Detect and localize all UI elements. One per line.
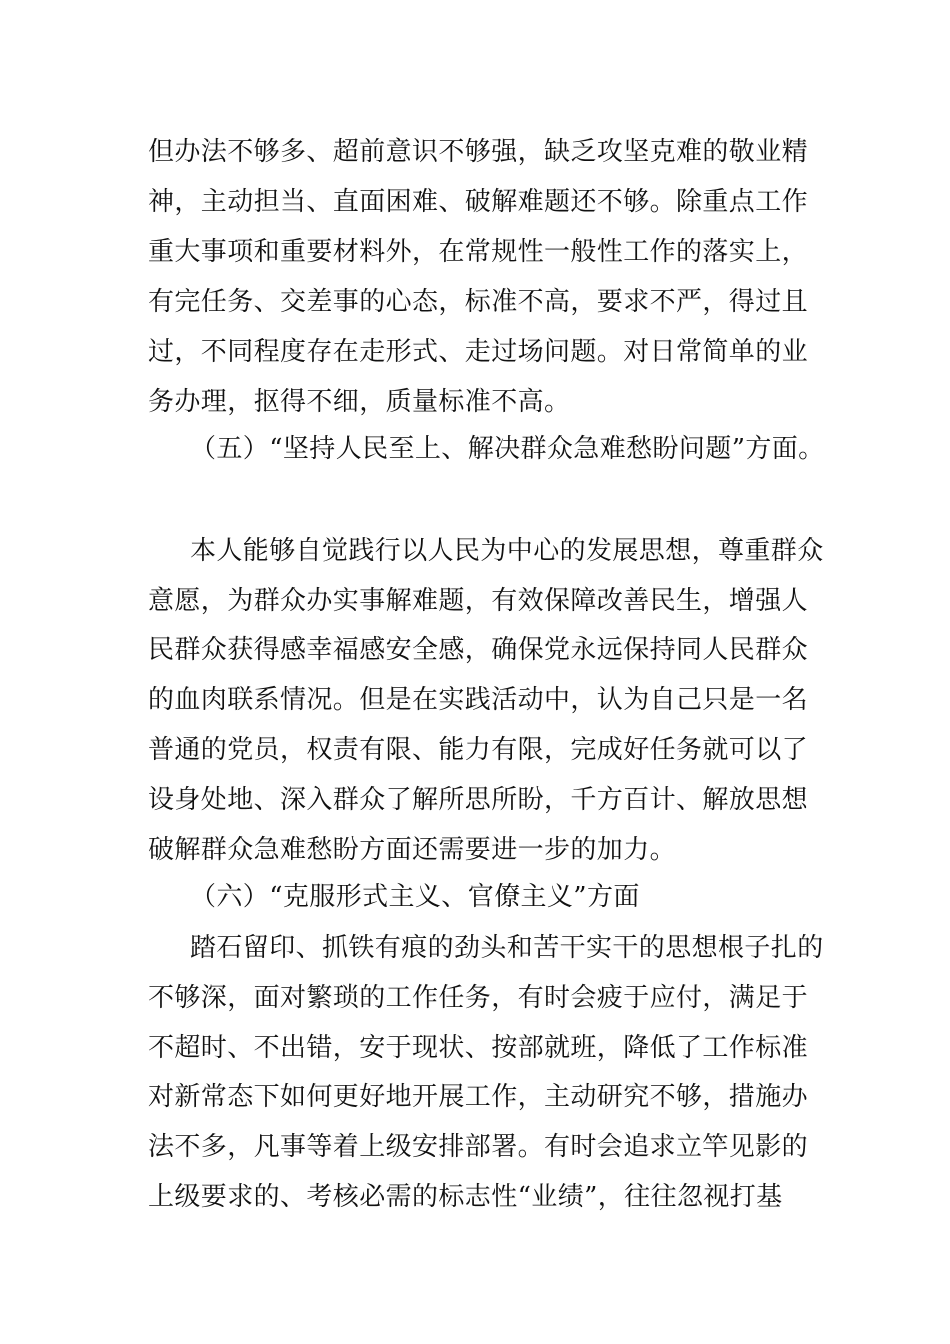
text-line-16: 踏石留印、抓铁有痕的劲头和苦干实干的思想根子扎的	[190, 933, 824, 963]
section-heading-5: （五）“坚持人民至上、解决群众急难愁盼问题”方面。	[190, 434, 825, 464]
text-line-11: 的血肉联系情况。但是在实践活动中，认为自己只是一名	[148, 685, 809, 715]
text-line-6: 务办理，抠得不细，质量标准不高。	[148, 387, 571, 417]
text-line-13: 设身处地、深入群众了解所思所盼，千方百计、解放思想	[148, 785, 809, 815]
text-line-5: 过，不同程度存在走形式、走过场问题。对日常简单的业	[148, 337, 809, 367]
text-line-19: 对新常态下如何更好地开展工作，主动研究不够，措施办	[148, 1082, 809, 1112]
text-line-3: 重大事项和重要材料外，在常规性一般性工作的落实上，	[148, 237, 809, 267]
text-line-8: 本人能够自觉践行以人民为中心的发展思想，尊重群众	[190, 536, 824, 566]
text-line-1: 但办法不够多、超前意识不够强，缺乏攻坚克难的敬业精	[148, 137, 809, 167]
text-line-14: 破解群众急难愁盼方面还需要进一步的加力。	[148, 835, 677, 865]
text-line-2: 神，主动担当、直面困难、破解难题还不够。除重点工作	[148, 187, 809, 217]
text-line-18: 不超时、不出错，安于现状、按部就班，降低了工作标准	[148, 1033, 809, 1063]
text-line-20: 法不多，凡事等着上级安排部署。有时会追求立竿见影的	[148, 1132, 809, 1162]
text-line-10: 民群众获得感幸福感安全感，确保党永远保持同人民群众	[148, 635, 809, 665]
text-line-17: 不够深，面对繁琐的工作任务，有时会疲于应付，满足于	[148, 983, 809, 1013]
section-heading-6: （六）“克服形式主义、官僚主义”方面	[190, 882, 640, 912]
text-line-4: 有完任务、交差事的心态，标准不高，要求不严，得过且	[148, 287, 809, 317]
text-line-9: 意愿，为群众办实事解难题，有效保障改善民生，增强人	[148, 586, 809, 616]
text-line-21: 上级要求的、考核必需的标志性“业绩”，往往忽视打基	[148, 1182, 783, 1212]
text-line-12: 普通的党员，权责有限、能力有限，完成好任务就可以了	[148, 735, 809, 765]
